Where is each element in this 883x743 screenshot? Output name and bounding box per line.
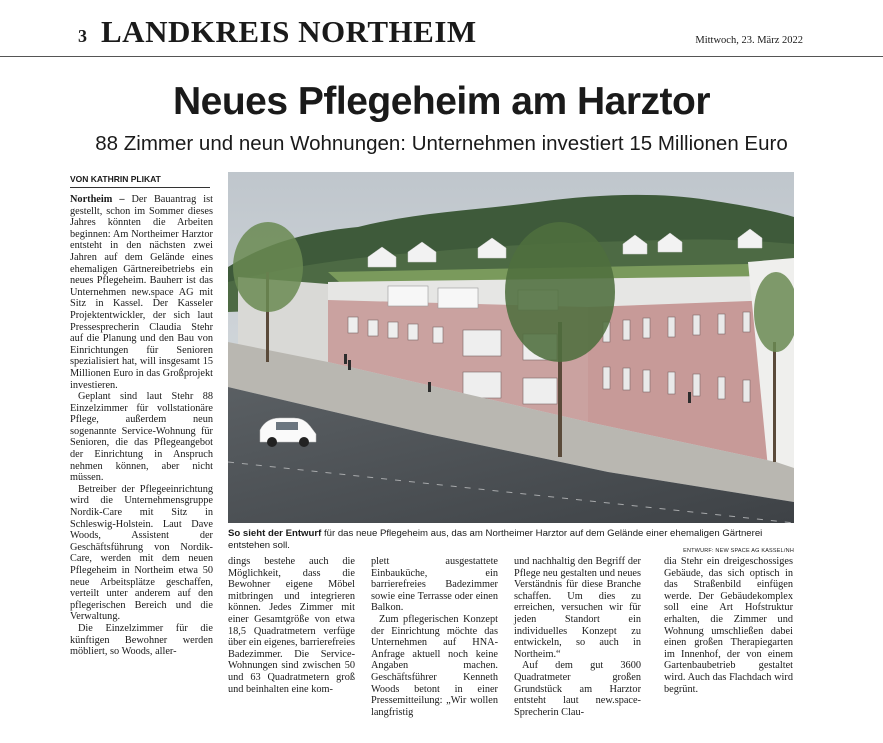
paragraph: dia Stehr ein dreigeschossiges Gebäude, das sich optisch in das Straßenbild einfügen werde. Der Gebäudekomplex soll eine Art Hofstruktur erhalten, die Zimmer und Wohnung umschließen dabei einen großen Therapiegarten im Innenhof, der von einem Gartenbaubetrieb gestaltet wird. Auch das Flachdach wird begrünt.: [664, 556, 793, 695]
paragraph: Betreiber der Pflegeeinrichtung wird die Unternehmensgruppe Nordik-Care mit Sitz in Schleswig-Holstein. Laut Dave Woods, Assistent der Geschäftsführung von Nordik-Care, werden mit dem neuen Pflegeheim in Northeim etwa 50 neue Arbeitsplätze geschaffen, verteilt unter anderem auf den pflegerischen Bereich und die Verwaltung.: [70, 483, 213, 623]
masthead-rule: [0, 56, 883, 57]
byline: VON KATHRIN PLIKAT: [70, 174, 210, 188]
paragraph: plett ausgestattete Einbauküche, ein barrierefreies Badezimmer sowie eine Terrasse oder einen Balkon.: [371, 556, 498, 614]
photo-credit: ENTWURF: NEW SPACE AG KASSEL/NH: [683, 548, 794, 554]
subheadline: 88 Zimmer und neun Wohnungen: Unternehmen investiert 15 Millionen Euro: [95, 132, 788, 155]
article-column-2: [228, 556, 355, 695]
paragraph: Die Einzelzimmer für die künftigen Bewohner werden möbliert, so Woods, aller-: [70, 622, 213, 658]
paragraph: Zum pflegerischen Konzept der Einrichtung möchte das Unternehmen auf HNA-Anfrage aktuell noch keine Angaben machen. Geschäftsführer Kenneth Woods betont in einer Pressemitteilung: „Wir wollen langfristig: [371, 613, 498, 718]
issue-date: Mittwoch, 23. März 2022: [695, 35, 803, 46]
masthead: [0, 0, 883, 58]
paragraph: Geplant sind laut Stehr 88 Einzelzimmer für vollstationäre Pflege, außerdem neun sogenannte Service-Wohnung für Senioren, die das Pflegeangebot der Einrichtung in Anspruch nehmen können, aber nicht müssen.: [70, 391, 213, 484]
caption-text: für das neue Pflegeheim aus, das am Northeimer Harztor auf dem Gelände einer ehemaligen Gärtnerei entstehen soll.: [228, 528, 763, 551]
architectural-rendering: [228, 172, 794, 523]
dateline: Northeim –: [70, 194, 125, 205]
section-title: LANDKREIS NORTHEIM: [101, 14, 477, 49]
caption-lead: So sieht der Entwurf: [228, 528, 322, 539]
paragraph: und nachhaltig den Begriff der Pflege neu gestalten und neues Verständnis für diese Branche schaffen. Um dies zu erreichen, versuchen wir für jeden Standort ein individuelles Konzept zu entwickeln, so auch in Northeim.“: [514, 556, 641, 660]
paragraph: Auf dem gut 3600 Quadratmeter großen Grundstück am Harztor entsteht laut new.space-Sprecherin Clau-: [514, 660, 641, 718]
paragraph: Der Bauantrag ist gestellt, schon im Sommer dieses Jahres könnten die Arbeiten beginnen: Am Northeimer Harztor entsteht in den nächsten zwei Jahren auf dem Gelände eines ehemaligen Gärtnereibetriebs ein neues Pflegeheim. Bauherr ist das Unternehmen new.space AG mit Sitz in Kassel. Der Kasseler Projektentwickler, der sich laut Pressesprecherin Claudia Stehr auf die Planung und den Bau von Einrichtungen für Senioren spezialisiert hat, will insgesamt 15 Millionen Euro in das Großprojekt investieren.: [70, 194, 213, 391]
page-number: 3: [78, 26, 87, 46]
article-column-3: [371, 556, 498, 718]
article-column-1: [70, 194, 213, 658]
article-column-4: [514, 556, 641, 718]
headline: Neues Pflegeheim am Harztor: [172, 80, 710, 123]
paragraph: dings bestehe auch die Möglichkeit, dass die Bewohner eigene Möbel mitbringen und integrieren können. Jedes Zimmer mit einer Gesamtgröße von etwa 18,5 Quadratmetern verfüge über ein eigenes, barrierefreies Badezimmer. Die Service-Wohnungen sind zwischen 50 und 63 Quadratmetern groß und beinhalten eine kom-: [228, 556, 355, 695]
article-column-5: [664, 556, 793, 695]
